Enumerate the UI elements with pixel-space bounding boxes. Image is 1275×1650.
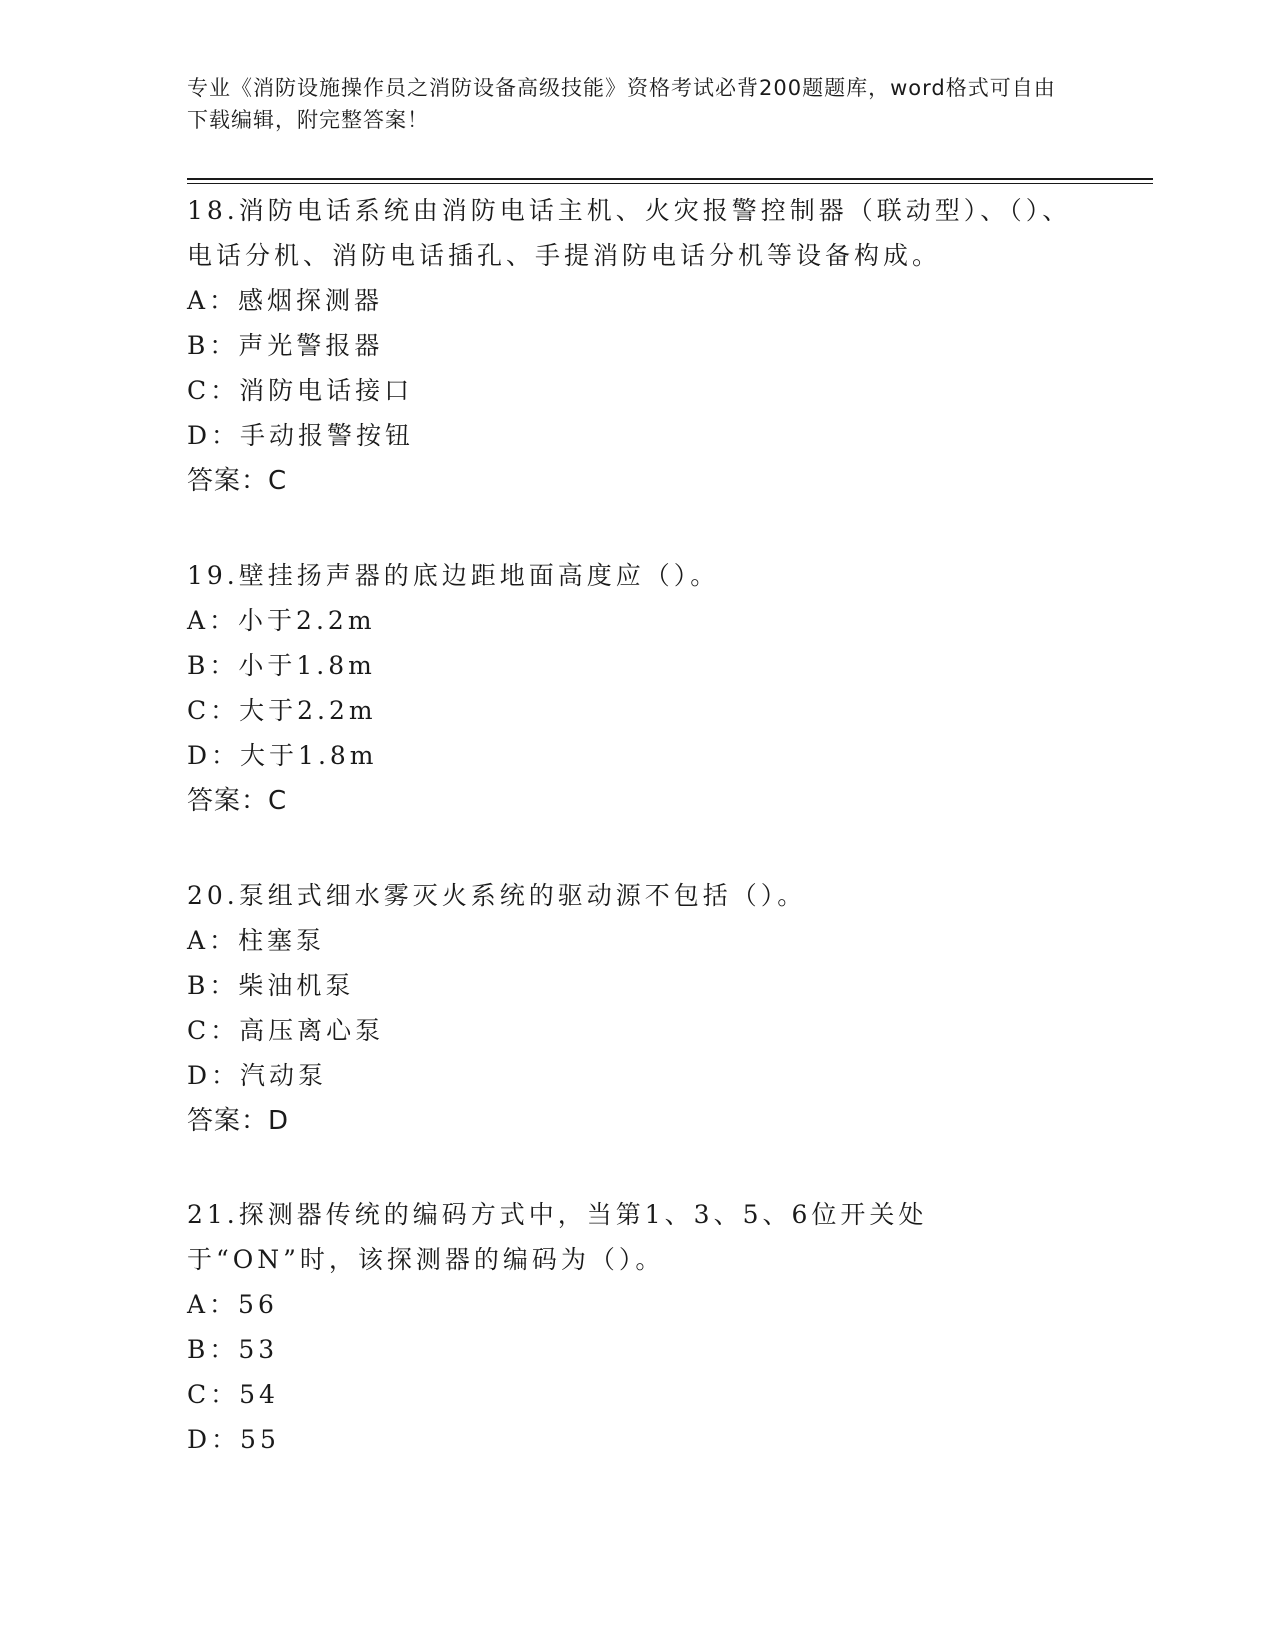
question-stem: 20.泵组式细水雾灭火系统的驱动源不包括（）。 — [187, 881, 807, 910]
option-b: B：声光警报器 — [187, 331, 384, 360]
option-b: B：柴油机泵 — [187, 971, 355, 1000]
question-19 — [187, 553, 1087, 824]
document-header: 专业《消防设施操作员之消防设备高级技能》资格考试必背200题题库，word格式可自由下载编辑，附完整答案！ — [187, 76, 1056, 132]
option-d: D：55 — [187, 1425, 280, 1454]
option-a: A：小于2.2m — [187, 606, 376, 635]
option-d: D：手动报警按钮 — [187, 421, 415, 450]
option-a: A：柱塞泵 — [187, 926, 326, 955]
question-stem: 18.消防电话系统由消防电话主机、火灾报警控制器（联动型）、（）、电话分机、消防电话插孔、手提消防电话分机等设备构成。 — [187, 196, 1072, 270]
question-stem: 19.壁挂扬声器的底边距地面高度应（）。 — [187, 561, 720, 590]
option-c: C：高压离心泵 — [187, 1016, 385, 1045]
option-a: A：56 — [187, 1290, 278, 1319]
header-divider-thin — [187, 183, 1153, 184]
option-d: D：汽动泵 — [187, 1061, 328, 1090]
option-c: C：54 — [187, 1380, 279, 1409]
header-divider-thick — [187, 178, 1153, 180]
option-b: B：小于1.8m — [187, 651, 376, 680]
question-21 — [187, 1192, 1087, 1462]
question-20 — [187, 873, 1087, 1144]
option-c: C：大于2.2m — [187, 696, 377, 725]
option-b: B：53 — [187, 1335, 279, 1364]
answer-line: 答案：D — [187, 1106, 290, 1136]
question-stem: 21.探测器传统的编码方式中，当第1、3、5、6位开关处于“ON”时，该探测器的编码为（）。 — [187, 1200, 928, 1274]
answer-line: 答案：C — [187, 466, 288, 496]
option-d: D：大于1.8m — [187, 741, 378, 770]
answer-line: 答案：C — [187, 786, 288, 816]
question-18 — [187, 188, 1087, 504]
option-a: A：感烟探测器 — [187, 286, 384, 315]
option-c: C：消防电话接口 — [187, 376, 414, 405]
